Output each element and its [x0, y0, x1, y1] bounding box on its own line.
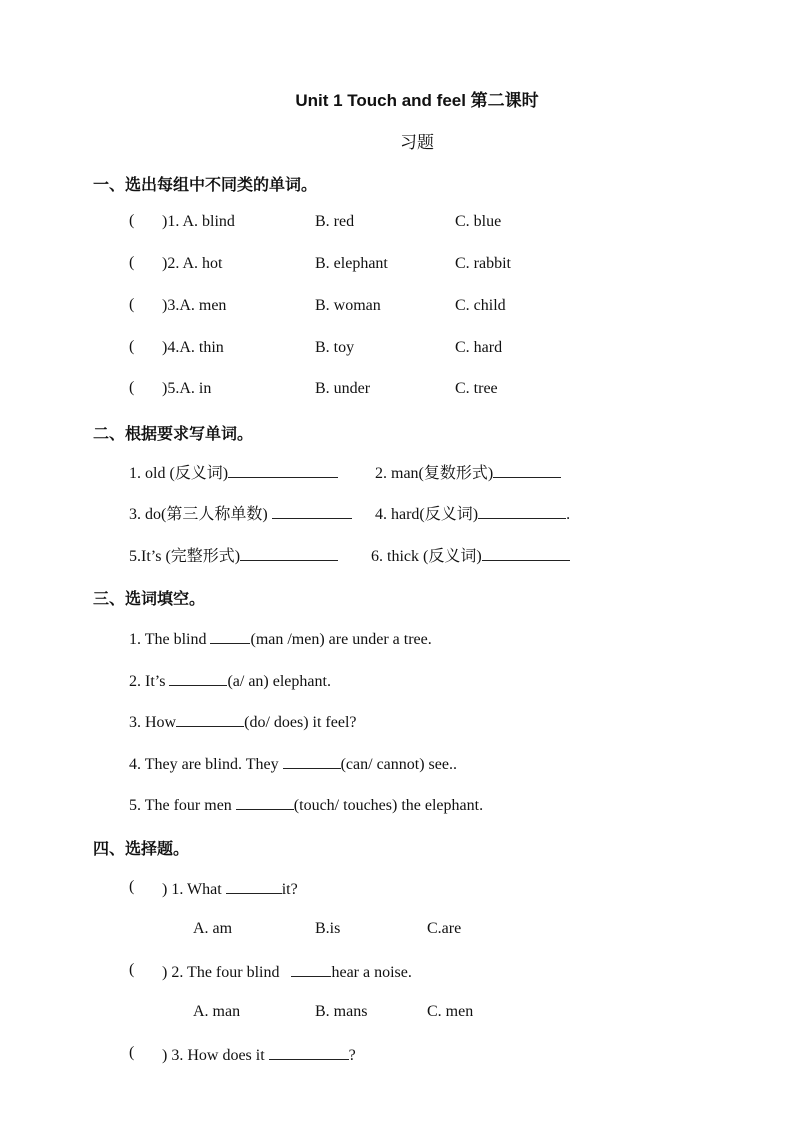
section-3-heading: 三、选词填空。: [93, 591, 206, 608]
q3-prompt: 4. They are blind. They: [129, 756, 283, 773]
q1-option-b: B. toy: [315, 339, 355, 356]
q4-2-option-c[interactable]: C. men: [427, 1003, 474, 1020]
q1-option-b: B. red: [315, 213, 355, 230]
q2-line: [375, 462, 561, 484]
q1-option-a: )3.A. men: [162, 297, 227, 314]
q4-2-option-b[interactable]: B. mans: [315, 1003, 368, 1020]
answer-blank[interactable]: [176, 711, 244, 727]
q3-options: (can/ cannot) see..: [340, 756, 457, 773]
answer-blank[interactable]: [228, 462, 338, 478]
q4-question-2: [162, 961, 412, 983]
q4-prompt-end: it?: [281, 881, 298, 898]
q2-prompt: 4. hard(反义词): [375, 506, 479, 523]
answer-blank[interactable]: [283, 753, 341, 769]
answer-blank[interactable]: [478, 503, 566, 519]
q1-option-a: )5.A. in: [162, 380, 212, 397]
answer-blank[interactable]: [269, 1044, 349, 1060]
q2-prompt: 2. man(复数形式): [375, 465, 494, 482]
section-4-heading: 四、选择题。: [93, 841, 190, 858]
q3-line: [129, 711, 357, 733]
q3-prompt: 5. The four men: [129, 797, 236, 814]
answer-blank[interactable]: [291, 961, 331, 977]
q4-prompt: ) 2. The four blind: [162, 964, 292, 981]
q2-prompt: 3. do(第三人称单数): [129, 506, 272, 523]
q2-prompt: 5.It’s (完整形式): [129, 548, 241, 565]
answer-blank[interactable]: [272, 503, 352, 519]
q1-option-c: C. tree: [455, 380, 498, 397]
q4-question-1: [162, 878, 298, 900]
q3-line: [129, 628, 432, 650]
q3-prompt: 1. The blind: [129, 631, 211, 648]
answer-paren[interactable]: (: [129, 1044, 135, 1061]
q4-prompt: ) 1. What: [162, 881, 226, 898]
q2-line: [129, 503, 352, 525]
answer-paren[interactable]: (: [129, 961, 135, 978]
q1-option-b: B. woman: [315, 297, 381, 314]
answer-paren[interactable]: (: [129, 379, 135, 396]
q3-line: [129, 670, 331, 692]
q1-option-c: C. child: [455, 297, 506, 314]
page-title: Unit 1 Touch and feel 第二课时: [295, 91, 539, 110]
q3-line: [129, 794, 483, 816]
q3-options: (do/ does) it feel?: [244, 714, 357, 731]
q1-option-a: )2. A. hot: [162, 255, 223, 272]
answer-paren[interactable]: (: [129, 212, 135, 229]
q4-1-option-c[interactable]: C.are: [427, 920, 462, 937]
q2-prompt: 1. old (反义词): [129, 465, 229, 482]
answer-paren[interactable]: (: [129, 338, 135, 355]
q4-prompt-end: hear a noise.: [331, 964, 412, 981]
q2-line: [129, 545, 338, 567]
page-subtitle: 习题: [400, 133, 434, 152]
answer-paren[interactable]: (: [129, 878, 135, 895]
q2-prompt: 6. thick (反义词): [371, 548, 482, 565]
q3-options: (a/ an) elephant.: [227, 673, 331, 690]
q1-option-a: )1. A. blind: [162, 213, 235, 230]
q3-options: (touch/ touches) the elephant.: [293, 797, 484, 814]
q4-prompt: ) 3. How does it: [162, 1047, 269, 1064]
q1-option-c: C. blue: [455, 213, 502, 230]
answer-blank[interactable]: [493, 462, 561, 478]
answer-blank[interactable]: [210, 628, 250, 644]
q3-prompt: 2. It’s: [129, 673, 170, 690]
q3-prompt: 3. How: [129, 714, 177, 731]
answer-blank[interactable]: [236, 794, 294, 810]
q2-line: [375, 503, 570, 525]
q2-line: [129, 462, 338, 484]
q4-1-option-a[interactable]: A. am: [193, 920, 233, 937]
q2-line: [371, 545, 570, 567]
q1-option-c: C. hard: [455, 339, 503, 356]
q4-1-option-b[interactable]: B.is: [315, 920, 341, 937]
q4-2-option-a[interactable]: A. man: [193, 1003, 241, 1020]
q1-option-a: )4.A. thin: [162, 339, 224, 356]
q4-question-3: [162, 1044, 356, 1066]
q4-prompt-end: ?: [348, 1047, 356, 1064]
q2-period: .: [566, 506, 571, 523]
answer-paren[interactable]: (: [129, 296, 135, 313]
q1-option-b: B. under: [315, 380, 371, 397]
section-1-heading: 一、选出每组中不同类的单词。: [93, 177, 318, 194]
answer-blank[interactable]: [226, 878, 282, 894]
q1-option-b: B. elephant: [315, 255, 388, 272]
answer-blank[interactable]: [240, 545, 338, 561]
answer-blank[interactable]: [482, 545, 570, 561]
answer-paren[interactable]: (: [129, 254, 135, 271]
section-2-heading: 二、根据要求写单词。: [93, 426, 254, 443]
answer-blank[interactable]: [169, 670, 227, 686]
q3-line: [129, 753, 457, 775]
q1-option-c: C. rabbit: [455, 255, 511, 272]
q3-options: (man /men) are under a tree.: [250, 631, 432, 648]
